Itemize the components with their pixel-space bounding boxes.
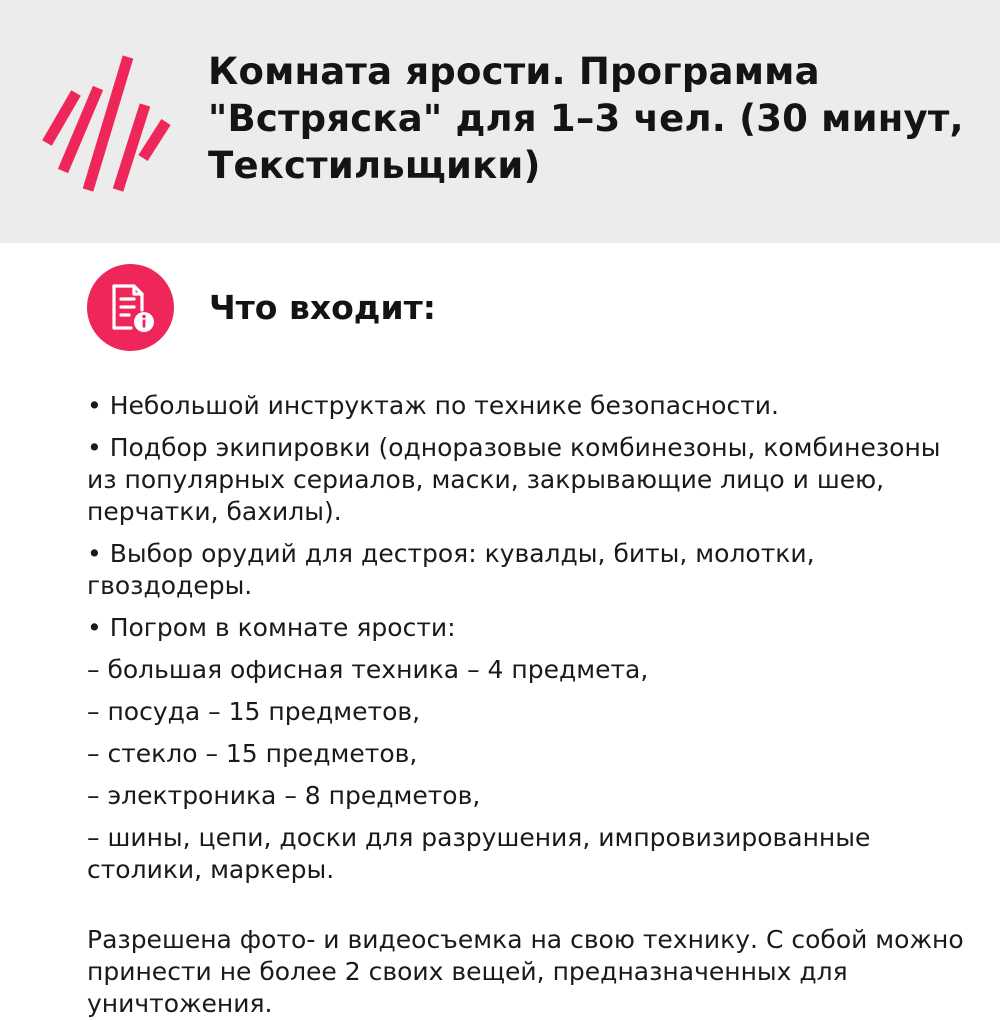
list-item: – электроника – 8 предметов, [87, 781, 481, 810]
section-heading: Что входит: [209, 288, 436, 327]
document-info-icon [87, 264, 174, 351]
list-item: – шины, цепи, доски для разрушения, импровизированные столики, маркеры. [87, 823, 871, 884]
list-item: • Подбор экипировки (одноразовые комбинезоны, комбинезоны из популярных сериалов, маски, закрывающие лицо и шею, перчатки, бахилы). [87, 433, 941, 526]
header-banner [0, 0, 1000, 243]
list-item: – посуда – 15 предметов, [87, 697, 421, 726]
list-item: • Погром в комнате ярости: [87, 613, 456, 642]
list-item: – большая офисная техника – 4 предмета, [87, 655, 649, 684]
logo-stripe [47, 93, 76, 143]
logo-stripe [118, 105, 145, 190]
page-title: Комната ярости. Программа "Встряска" для 1–3 чел. (30 минут, Текстильщики) [208, 50, 964, 187]
photo-note: Разрешена фото- и видеосъемка на свою технику. С собой можно принести не более 2 своих вещей, предназначенных для уничтожения. [87, 925, 964, 1018]
program-details [87, 390, 977, 1020]
list-item: • Небольшой инструктаж по технике безопасности. [87, 391, 779, 420]
document-info-icon-graphic [87, 264, 174, 351]
logo-stripe [143, 122, 166, 158]
list-item: • Выбор орудий для дестроя: кувалды, биты, молотки, гвоздодеры. [87, 539, 815, 600]
slash-stripes-logo [38, 45, 178, 195]
slash-stripes-logo-graphic [38, 45, 178, 195]
list-item: – стекло – 15 предметов, [87, 739, 418, 768]
